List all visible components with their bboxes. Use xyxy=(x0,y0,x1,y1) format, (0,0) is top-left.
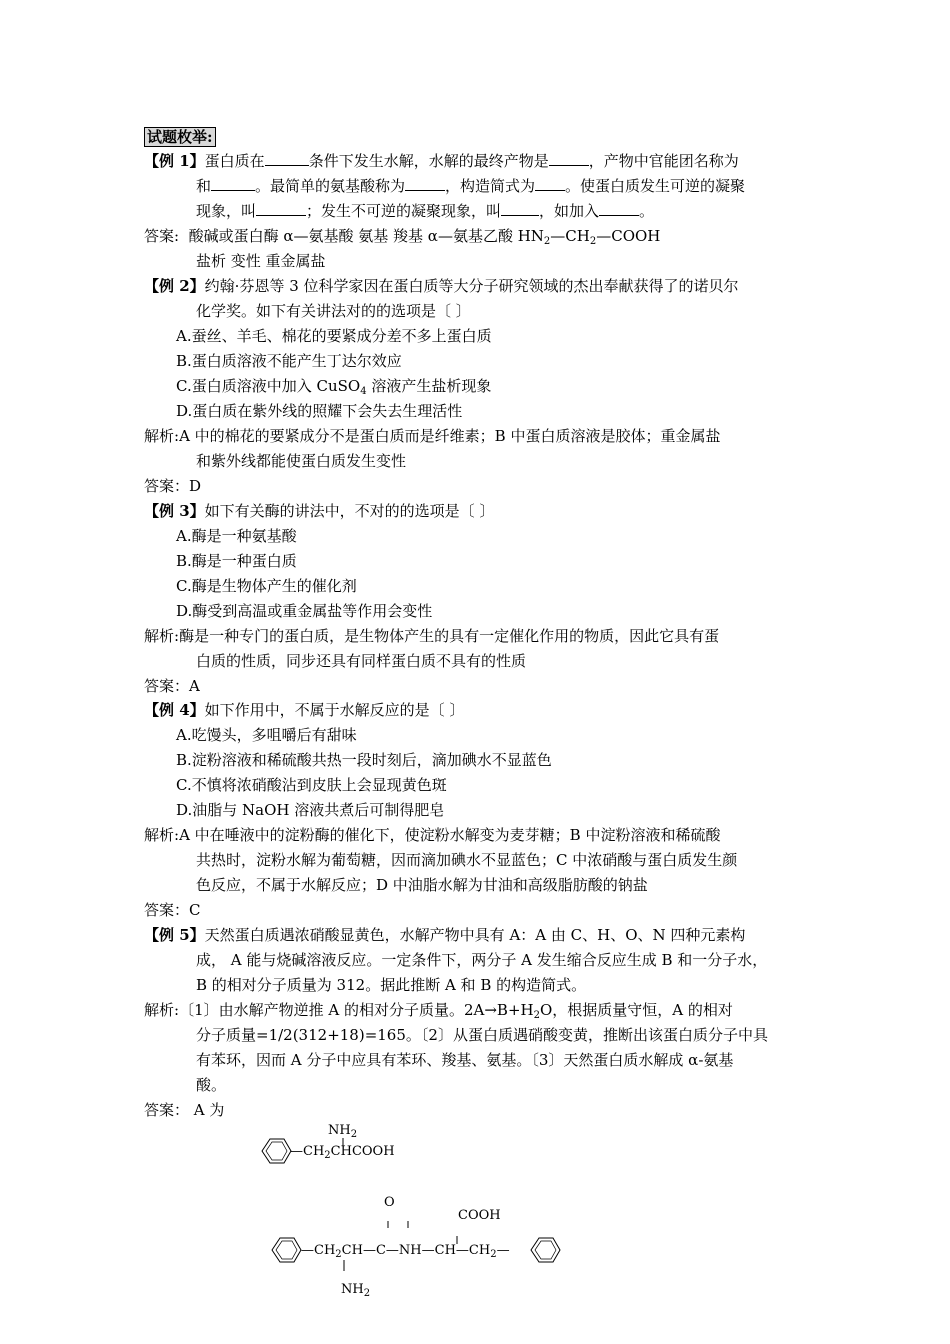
ex4-analysis3: 色反应，不属于水解反应；D 中油脂水解为甘油和高级脂肪酸的钠盐 xyxy=(196,876,648,894)
ex2-option-c xyxy=(176,376,491,396)
ex2-text: 约翰·芬恩等 3 位科学家因在蛋白质等大分子研究领域的杰出奉献获得了的诺贝尔 xyxy=(204,277,739,295)
ex1-answer xyxy=(144,226,660,246)
ex3-analysis2: 白质的性质，同步还具有同样蛋白质不具有的性质 xyxy=(196,652,527,670)
analysis-text: A 中的棉花的要紧成分不是蛋白质而是纤维素；B 中蛋白质溶液是胶体；重金属盐 xyxy=(179,427,721,445)
struct-text: —CH xyxy=(301,1243,336,1258)
struct-text: NH xyxy=(341,1282,364,1297)
ex2-analysis1 xyxy=(144,426,720,446)
blank xyxy=(549,151,589,166)
analysis-text: 酶是一种专门的蛋白质，是生物体产生的具有一定催化作用的物质，因此它具有蛋 xyxy=(179,627,720,645)
ex4-text: 如下作用中，不属于水解反应的是〔 〕 xyxy=(204,701,465,719)
subscript: 2 xyxy=(363,1288,371,1299)
ex4-option-a: A.吃馒头，多咀嚼后有甜味 xyxy=(176,726,357,744)
answer-label: 答案: xyxy=(144,227,180,245)
ex5-tag: 【例 5】 xyxy=(144,926,205,944)
ex5-line1 xyxy=(144,925,745,945)
subscript: 2 xyxy=(589,236,597,247)
struct-text: — xyxy=(496,1243,510,1258)
ex1-text: ，如加入 xyxy=(539,202,600,220)
blank xyxy=(405,176,445,191)
ex1-text: 。最简单的氨基酸称为 xyxy=(255,177,406,195)
benzene-inner-ring-icon xyxy=(276,1241,297,1259)
subscript: 2 xyxy=(543,236,551,247)
option-text: 溶液产生盐析现象 xyxy=(366,377,492,395)
ex1-text: 和 xyxy=(196,177,212,195)
answer-text: —CH xyxy=(550,227,590,245)
struct-text: CH—CH xyxy=(434,1243,491,1258)
blank xyxy=(599,201,639,216)
ex4-tag: 【例 4】 xyxy=(144,701,205,719)
subscript: 2 xyxy=(533,1010,540,1021)
analysis-label: 解析: xyxy=(144,427,180,445)
ex3-text: 如下有关酶的讲法中，不对的的选项是〔 〕 xyxy=(204,502,495,520)
ex3-option-c: C.酶是生物体产生的催化剂 xyxy=(176,577,357,595)
subscript: 4 xyxy=(360,386,367,397)
struct-text: NH xyxy=(328,1123,351,1138)
section-header: 试题枚举: xyxy=(144,127,216,147)
ex3-option-a: A.酶是一种氨基酸 xyxy=(176,527,297,545)
blank xyxy=(535,176,565,191)
benzene-inner-ring-icon xyxy=(266,1142,287,1160)
ex5-analysis4: 酸。 xyxy=(196,1076,227,1094)
option-text: C.蛋白质溶液中加入 CuSO xyxy=(176,377,361,395)
ex1-line3 xyxy=(196,201,654,221)
struct-b-oxygen: O xyxy=(384,1195,395,1210)
benzene-ring-icon xyxy=(272,1238,301,1262)
ex1-answer2: 盐析 变性 重金属盐 xyxy=(196,252,326,270)
benzene-inner-ring-icon xyxy=(535,1241,556,1259)
subscript: 2 xyxy=(335,1249,342,1260)
ex2-option-a: A.蚕丝、羊毛、棉花的要紧成分差不多上蛋白质 xyxy=(176,327,492,345)
answer-text: —COOH xyxy=(596,227,661,245)
ex3-option-b: B.酶是一种蛋白质 xyxy=(176,552,297,570)
analysis-label: 解析: xyxy=(144,1001,180,1019)
ex3-line1 xyxy=(144,501,494,521)
struct-text: CHCOOH xyxy=(330,1144,395,1159)
ex2-option-d: D.蛋白质在紫外线的照耀下会失去生理活性 xyxy=(176,402,463,420)
struct-b-chain xyxy=(301,1241,510,1261)
struct-b-nh2 xyxy=(341,1280,370,1300)
ex2-analysis2: 和紫外线都能使蛋白质发生变性 xyxy=(196,452,407,470)
struct-text: C xyxy=(375,1243,386,1258)
ex1-line2 xyxy=(196,176,745,196)
blank xyxy=(265,151,309,166)
subscript: 2 xyxy=(324,1150,331,1161)
ex1-tag: 【例 1】 xyxy=(144,152,205,170)
ex5-line3: B 的相对分子质量为 312。据此推断 A 和 B 的构造简式。 xyxy=(196,976,587,994)
blank xyxy=(256,201,306,216)
ex5-analysis2: 分子质量=1/2(312+18)=165。〔2〕从蛋白质遇硝酸变黄，推断出该蛋白质分子中具 xyxy=(196,1026,768,1044)
ex4-analysis2: 共热时，淀粉水解为葡萄糖，因而滴加碘水不显蓝色；C 中浓硝酸与蛋白质发生颜 xyxy=(196,851,738,869)
ex2-tag: 【例 2】 xyxy=(144,277,205,295)
subscript: 2 xyxy=(490,1249,497,1260)
ex1-text: ，构造简式为 xyxy=(445,177,536,195)
ex4-line1 xyxy=(144,700,464,720)
ex1-text: 条件下发生水解，水解的最终产物是 xyxy=(308,152,549,170)
ex4-analysis1 xyxy=(144,825,720,845)
benzene-ring-icon xyxy=(531,1238,560,1262)
ex3-tag: 【例 3】 xyxy=(144,502,205,520)
struct-a-chain xyxy=(290,1142,395,1162)
ex1-text: 。 xyxy=(639,202,655,220)
benzene-ring-icon xyxy=(262,1139,291,1163)
struct-text: —NH— xyxy=(385,1243,435,1258)
ex1-text: ，产物中官能团名称为 xyxy=(588,152,739,170)
ex1-text: 现象，叫 xyxy=(196,202,257,220)
ex5-analysis3: 有苯环，因而 A 分子中应具有苯环、羧基、氨基。〔3〕天然蛋白质水解成 α-氨基 xyxy=(196,1051,734,1069)
ex2-answer: 答案：D xyxy=(144,477,202,495)
struct-text: —CH xyxy=(290,1144,325,1159)
ex1-text: 。使蛋白质发生可逆的凝聚 xyxy=(565,177,746,195)
struct-text: CH— xyxy=(341,1243,376,1258)
blank xyxy=(211,176,255,191)
ex4-option-c: C.不慎将浓硝酸沾到皮肤上会显现黄色斑 xyxy=(176,776,447,794)
ex2-option-b: B.蛋白质溶液不能产生丁达尔效应 xyxy=(176,352,402,370)
analysis-label: 解析: xyxy=(144,627,180,645)
struct-b-cooh: COOH xyxy=(458,1208,501,1223)
ex5-analysis1 xyxy=(144,1000,733,1020)
analysis-label: 解析: xyxy=(144,826,180,844)
ex4-option-d: D.油脂与 NaOH 溶液共煮后可制得肥皂 xyxy=(176,801,445,819)
ex5-text: 天然蛋白质遇浓硝酸显黄色，水解产物中具有 A：A 由 C、H、O、N 四种元素构 xyxy=(204,926,746,944)
ex1-text: 蛋白质在 xyxy=(204,152,265,170)
subscript: 2 xyxy=(350,1129,358,1140)
ex2-line2: 化学奖。如下有关讲法对的的选项是〔 〕 xyxy=(196,302,471,320)
ex3-option-d: D.酶受到高温或重金属盐等作用会变性 xyxy=(176,602,433,620)
ex5-line2: 成， A 能与烧碱溶液反应。一定条件下，两分子 A 发生缩合反应生成 B 和一分子水， xyxy=(196,951,768,969)
ex3-analysis1 xyxy=(144,626,719,646)
ex2-line1 xyxy=(144,276,739,296)
answer-text: 酸碱或蛋白酶 α—氨基酸 氨基 羧基 α—氨基乙酸 HN xyxy=(188,227,544,245)
ex5-answer: 答案： A 为 xyxy=(144,1101,225,1119)
struct-a-nh2 xyxy=(328,1121,357,1141)
ex4-answer: 答案：C xyxy=(144,901,201,919)
blank xyxy=(501,201,539,216)
ex4-option-b: B.淀粉溶液和稀硫酸共热一段时刻后，滴加碘水不显蓝色 xyxy=(176,751,552,769)
ex3-answer: 答案：A xyxy=(144,677,200,695)
analysis-text: 〔1〕由水解产物逆推 A 的相对分子质量。2A→B+H xyxy=(179,1001,534,1019)
analysis-text: O，根据质量守恒，A 的相对 xyxy=(539,1001,733,1019)
ex1-text: ；发生不可逆的凝聚现象，叫 xyxy=(306,202,502,220)
ex1-line1 xyxy=(144,151,739,171)
analysis-text: A 中在唾液中的淀粉酶的催化下，使淀粉水解变为麦芽糖；B 中淀粉溶液和稀硫酸 xyxy=(179,826,721,844)
